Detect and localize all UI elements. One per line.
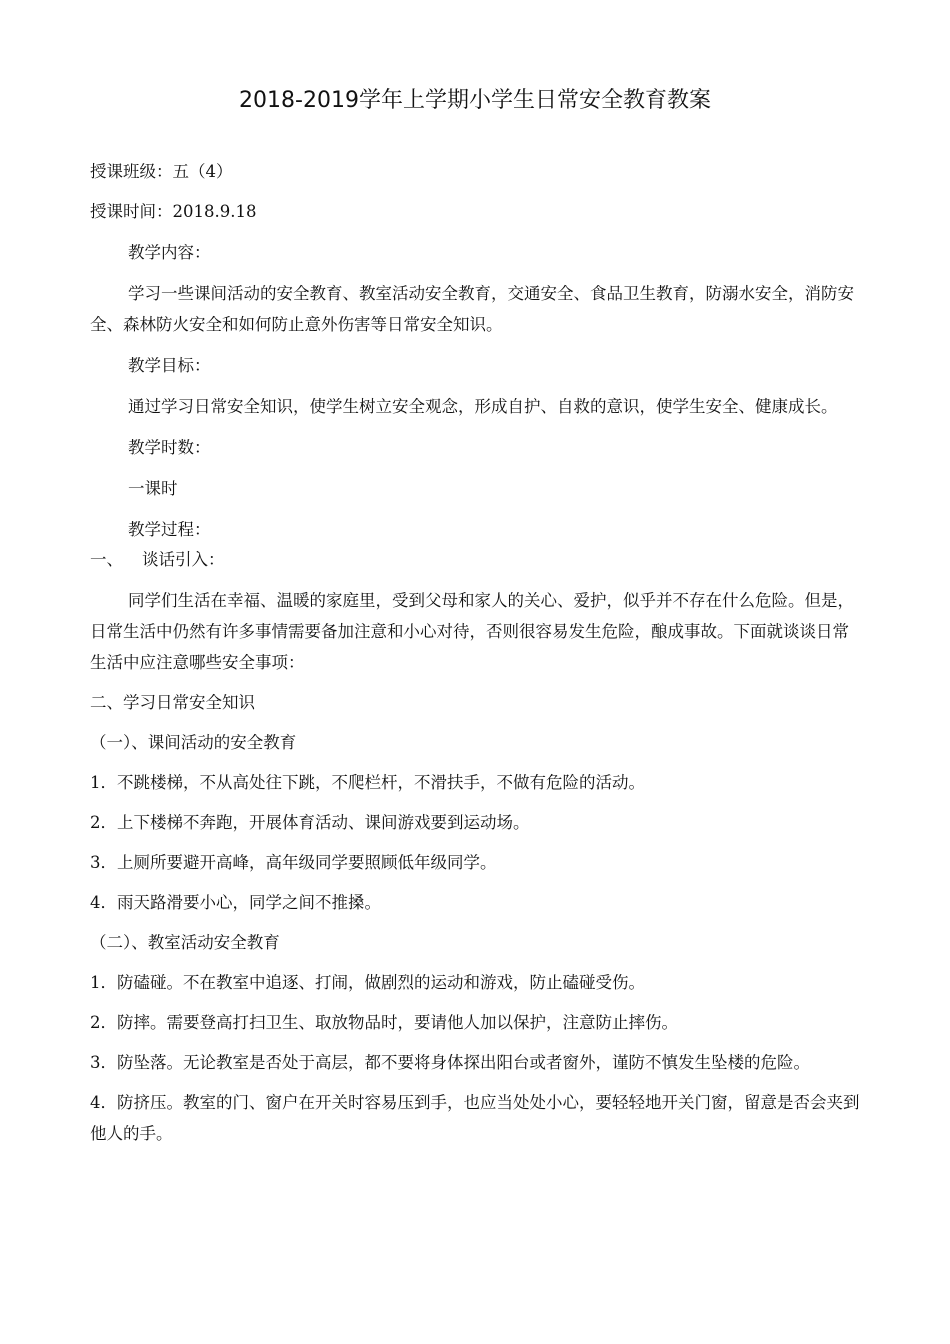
document-title: 2018-2019学年上学期小学生日常安全教育教案 <box>239 88 711 113</box>
step1-number: 一、 <box>90 550 123 569</box>
document-body <box>90 156 860 1149</box>
section2-item: 3．防坠落。无论教室是否处于高层，都不要将身体探出阳台或者窗外，谨防不慎发生坠楼的危险。 <box>90 1053 810 1072</box>
section2-item: 4．防挤压。教室的门、窗户在开关时容易压到手，也应当处处小心，要轻轻地开关门窗，留意是否会夹到他人的手。 <box>90 1093 860 1143</box>
step1-title: 谈话引入： <box>142 550 225 569</box>
time-line: 授课时间：2018.9.18 <box>90 202 257 221</box>
hours-text: 一课时 <box>128 479 178 498</box>
section2-title: （二）、教室活动安全教育 <box>90 933 280 952</box>
section1-item: 3．上厕所要避开高峰，高年级同学要照顾低年级同学。 <box>90 853 497 872</box>
class-line: 授课班级：五（4） <box>90 162 233 181</box>
intro-text: 同学们生活在幸福、温暖的家庭里，受到父母和家人的关心、爱护，似乎并不存在什么危险。但是，日常生活中仍然有许多事情需要备加注意和小心对待，否则很容易发生危险，酿成事故。下面就谈谈日常生活中应注意哪些安全事项： <box>90 591 854 672</box>
section1-item: 1．不跳楼梯，不从高处往下跳，不爬栏杆，不滑扶手，不做有危险的活动。 <box>90 773 645 792</box>
goal-heading: 教学目标： <box>128 356 211 375</box>
section1-title: （一）、课间活动的安全教育 <box>90 733 297 752</box>
step2-title: 二、学习日常安全知识 <box>90 693 255 712</box>
section2-item: 2．防摔。需要登高打扫卫生、取放物品时，要请他人加以保护，注意防止摔伤。 <box>90 1013 678 1032</box>
step1-heading <box>90 545 860 575</box>
content-heading: 教学内容： <box>128 243 211 262</box>
content-text: 学习一些课间活动的安全教育、教室活动安全教育，交通安全、食品卫生教育，防溺水安全，消防安全、森林防火安全和如何防止意外伤害等日常安全知识。 <box>90 284 854 334</box>
process-heading: 教学过程： <box>128 520 211 539</box>
section2-item: 1．防磕碰。不在教室中追逐、打闹，做剧烈的运动和游戏，防止磕碰受伤。 <box>90 973 645 992</box>
section1-item: 2．上下楼梯不奔跑，开展体育活动、课间游戏要到运动场。 <box>90 813 530 832</box>
section1-item: 4．雨天路滑要小心，同学之间不推搡。 <box>90 893 381 912</box>
goal-text: 通过学习日常安全知识，使学生树立安全观念，形成自护、自救的意识，使学生安全、健康成长。 <box>128 397 838 416</box>
hours-heading: 教学时数： <box>128 438 211 457</box>
